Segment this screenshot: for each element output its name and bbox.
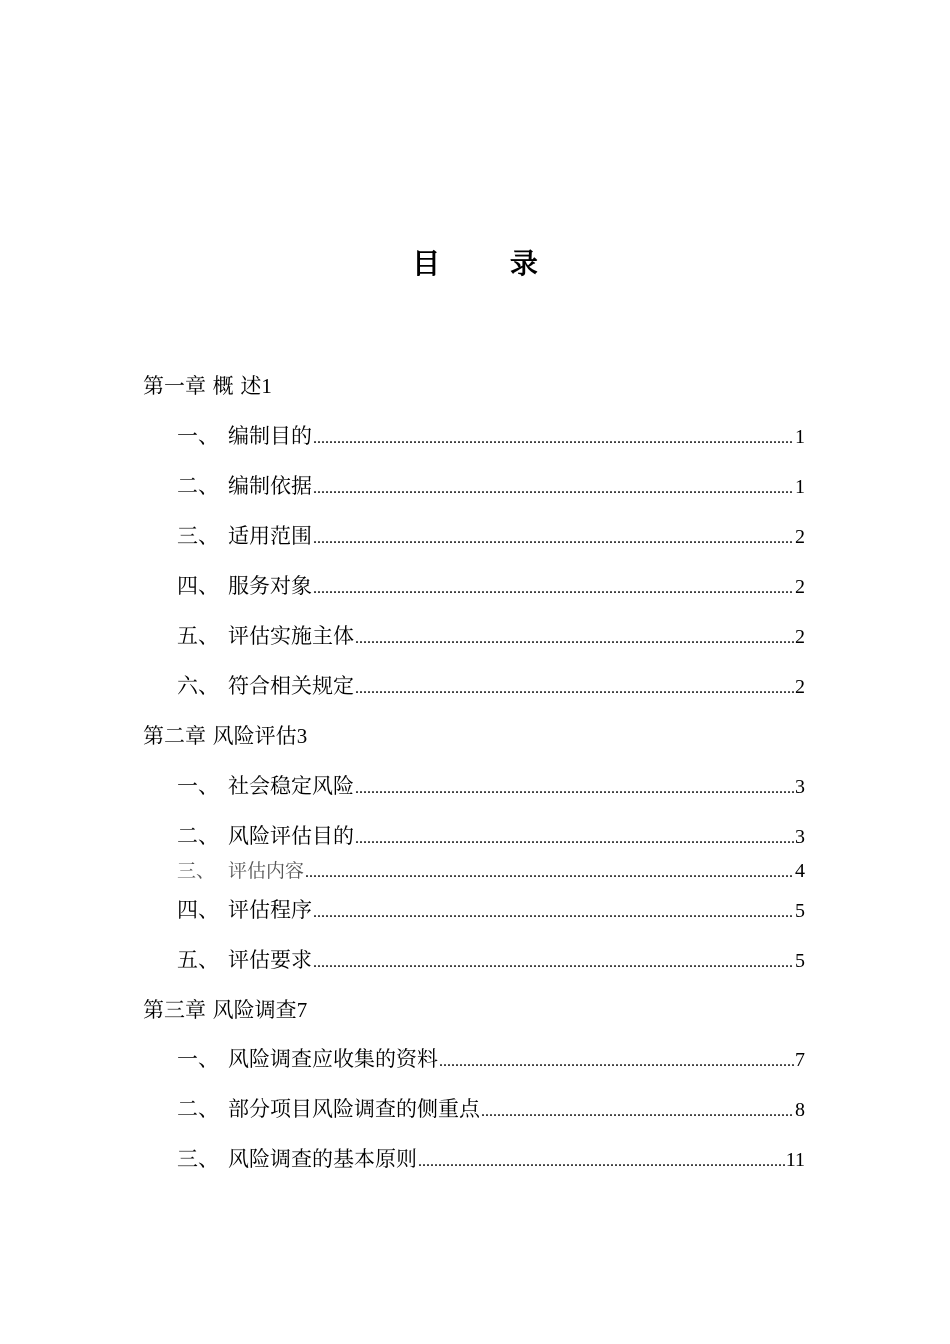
entry-text: 符合相关规定 [228,674,354,698]
leader-dots [313,524,794,554]
leader-dots [313,574,794,604]
leader-dots [305,860,794,886]
toc-entry[interactable] [177,621,805,654]
entry-mark: 三、 [177,1147,219,1171]
entry-page: 11 [785,1149,805,1171]
entry-text: 风险调查应收集的资料 [228,1047,438,1071]
leader-dots [355,674,794,704]
entry-text: 评估要求 [228,948,312,972]
leader-dots [313,424,794,454]
entry-mark: 一、 [177,424,219,448]
entry-text: 评估内容 [228,860,305,882]
leader-dots [355,774,794,804]
leader-dots [355,624,794,654]
leader-dots [313,898,794,928]
toc-entry[interactable] [177,1144,805,1177]
entry-page: 3 [795,826,805,848]
entry-mark: 四、 [177,898,219,922]
toc-entry[interactable] [177,858,805,886]
toc-chapter[interactable] [143,371,272,401]
entry-mark: 二、 [177,1097,219,1121]
toc-title: 目 录 [412,247,568,280]
entry-text: 部分项目风险调查的侧重点 [228,1097,480,1121]
entry-text: 编制目的 [228,424,312,448]
toc-entry[interactable] [177,471,805,504]
entry-page: 1 [795,476,805,498]
chapter-label: 第一章 概 述 [143,374,262,398]
toc-entry[interactable] [177,1094,805,1127]
entry-page: 3 [795,776,805,798]
entry-mark: 三、 [177,860,216,882]
entry-page: 2 [795,626,805,648]
leader-dots [481,1097,794,1127]
entry-page: 2 [795,576,805,598]
entry-page: 7 [795,1049,805,1071]
entry-text: 服务对象 [228,574,312,598]
entry-text: 社会稳定风险 [228,774,354,798]
entry-text: 风险评估目的 [228,824,354,848]
entry-page: 8 [795,1099,805,1121]
leader-dots [313,948,794,978]
chapter-label: 第二章 风险评估 [143,724,297,748]
toc-entry[interactable] [177,945,805,978]
entry-mark: 一、 [177,1047,219,1071]
leader-dots [439,1047,794,1077]
toc-entry[interactable] [177,671,805,704]
entry-mark: 五、 [177,948,219,972]
toc-chapter[interactable] [143,995,307,1025]
leader-dots [418,1147,785,1177]
entry-mark: 三、 [177,524,219,548]
toc-chapter[interactable] [143,721,307,751]
entry-mark: 五、 [177,624,219,648]
entry-text: 风险调查的基本原则 [228,1147,417,1171]
toc-entry[interactable] [177,821,805,854]
entry-text: 评估实施主体 [228,624,354,648]
entry-mark: 一、 [177,774,219,798]
entry-page: 5 [795,950,805,972]
entry-mark: 二、 [177,824,219,848]
entry-page: 2 [795,526,805,548]
toc-entry[interactable] [177,421,805,454]
entry-page: 2 [795,676,805,698]
chapter-page: 3 [296,724,308,748]
entry-mark: 六、 [177,674,219,698]
entry-page: 4 [795,860,805,882]
entry-page: 5 [795,900,805,922]
leader-dots [313,474,794,504]
entry-text: 编制依据 [228,474,312,498]
chapter-page: 7 [296,998,308,1022]
toc-entry[interactable] [177,1044,805,1077]
toc-entry[interactable] [177,521,805,554]
chapter-page: 1 [261,374,272,398]
entry-mark: 四、 [177,574,219,598]
entry-text: 评估程序 [228,898,312,922]
chapter-label: 第三章 风险调查 [143,998,297,1022]
entry-text: 适用范围 [228,524,312,548]
toc-entry[interactable] [177,895,805,928]
entry-page: 1 [795,426,805,448]
toc-entry[interactable] [177,571,805,604]
entry-mark: 二、 [177,474,219,498]
leader-dots [355,824,794,854]
toc-entry[interactable] [177,771,805,804]
